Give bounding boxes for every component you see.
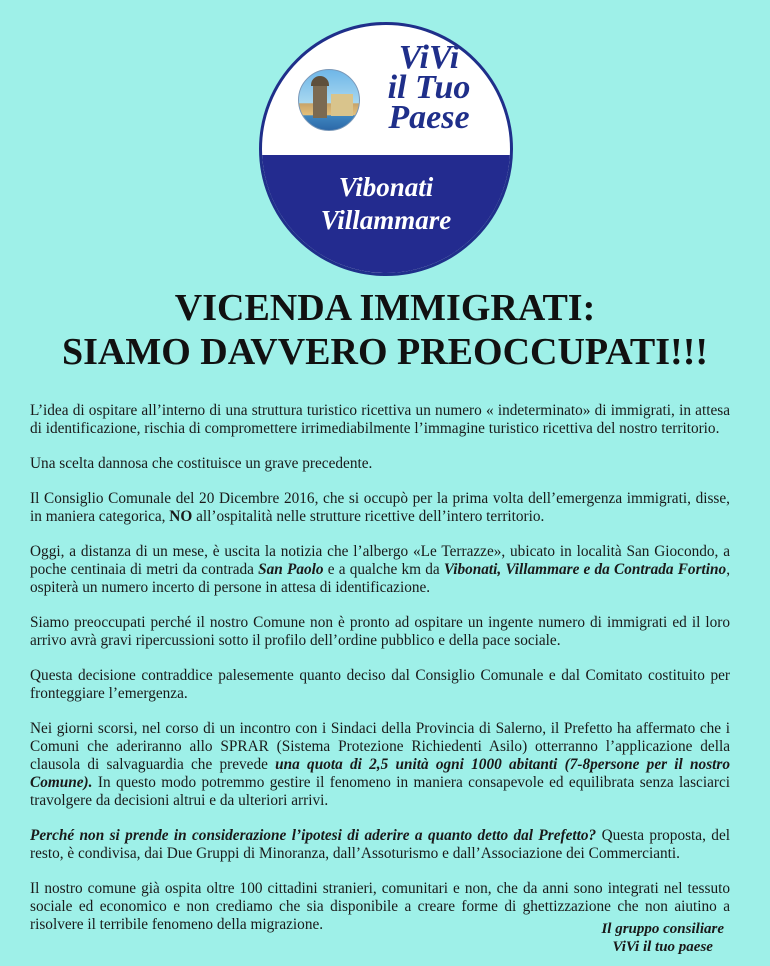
paragraph-1: L’idea di ospitare all’interno di una struttura turistico ricettiva un numero « indeterminato» di immigrati, in attesa di identificazione, rischia di compromettere irrimediabilmente l’immagine turistico ricettiva del nostro territorio. [30,402,730,437]
bell-tower-shape [313,84,327,118]
logo-party-name: ViVi il Tuo Paese [387,39,471,136]
headline: VICENDA IMMIGRATI: SIAMO DAVVERO PREOCCUPATI!!! [62,287,708,373]
paragraph-6: Questa decisione contraddice palesemente quanto deciso dal Consiglio Comunale e dal Comitato costituito per fronteggiare l’emergenza. [30,667,730,702]
house-shape [331,94,353,116]
logo-town-name: Vibonati Villammare [320,172,452,235]
paragraph-9: Il nostro comune già ospita oltre 100 cittadini stranieri, comunitari e non, che da anni sono integrati nel tessuto sociale ed economico e non crediamo che sia disponibile a creare forme di ghettizzazione che non aiutino a risolvere il terribile fenomeno della migrazione. [30,880,730,933]
paragraph-2: Una scelta dannosa che costituisce un grave precedente. [30,455,373,472]
paragraph-4: Oggi, a distanza di un mese, è uscita la notizia che l’albergo «Le Terrazze», ubicato in località San Giocondo, a poche centinaia di metri da contrada San Paolo e a qualche km da Vibonati, Villammare e da Contrada Fortino, ospiterà un numero incerto di persone in attesa di identificazione. [30,543,731,596]
signature: Il gruppo consiliare ViVi il tuo paese [601,921,724,955]
party-logo [259,22,513,276]
paragraph-7: Nei giorni scorsi, nel corso di un incontro con i Sindaci della Provincia di Salerno, il Prefetto ha affermato che i Comuni che aderiranno allo SPRAR (Sistema Protezione Richiedenti Asilo) otterranno l’applicazione della clausola di salvaguardia che prevede una quota di 2,5 unità ogni 1000 abitanti (7-8persone per il nostro Comune). In questo modo potremmo gestire il fenomeno in maniera consapevole ed equilibrata senza lasciarci travolgere da decisioni altrui e da ulteriori arrivi. [30,720,731,809]
paragraph-3: Il Consiglio Comunale del 20 Dicembre 2016, che si occupò per la prima volta dell’emergenza immigrati, disse, in maniera categorica, NO all’ospitalità nelle strutture ricettive dell’intero territorio. [30,490,730,525]
town-photo-icon [298,69,360,131]
paragraph-8: Perché non si prende in considerazione l’ipotesi di aderire a quanto detto dal Prefetto? Questa proposta, del resto, è condivisa, dai Due Gruppi di Minoranza, dall’Assoturismo e dall’Associazione dei Commercianti. [30,827,730,862]
paragraph-5: Siamo preoccupati perché il nostro Comune non è pronto ad ospitare un ingente numero di immigrati ed il loro arrivo avrà gravi ripercussioni sotto il profilo dell’ordine pubblico e della pace sociale. [30,614,730,649]
article-body [30,402,730,951]
